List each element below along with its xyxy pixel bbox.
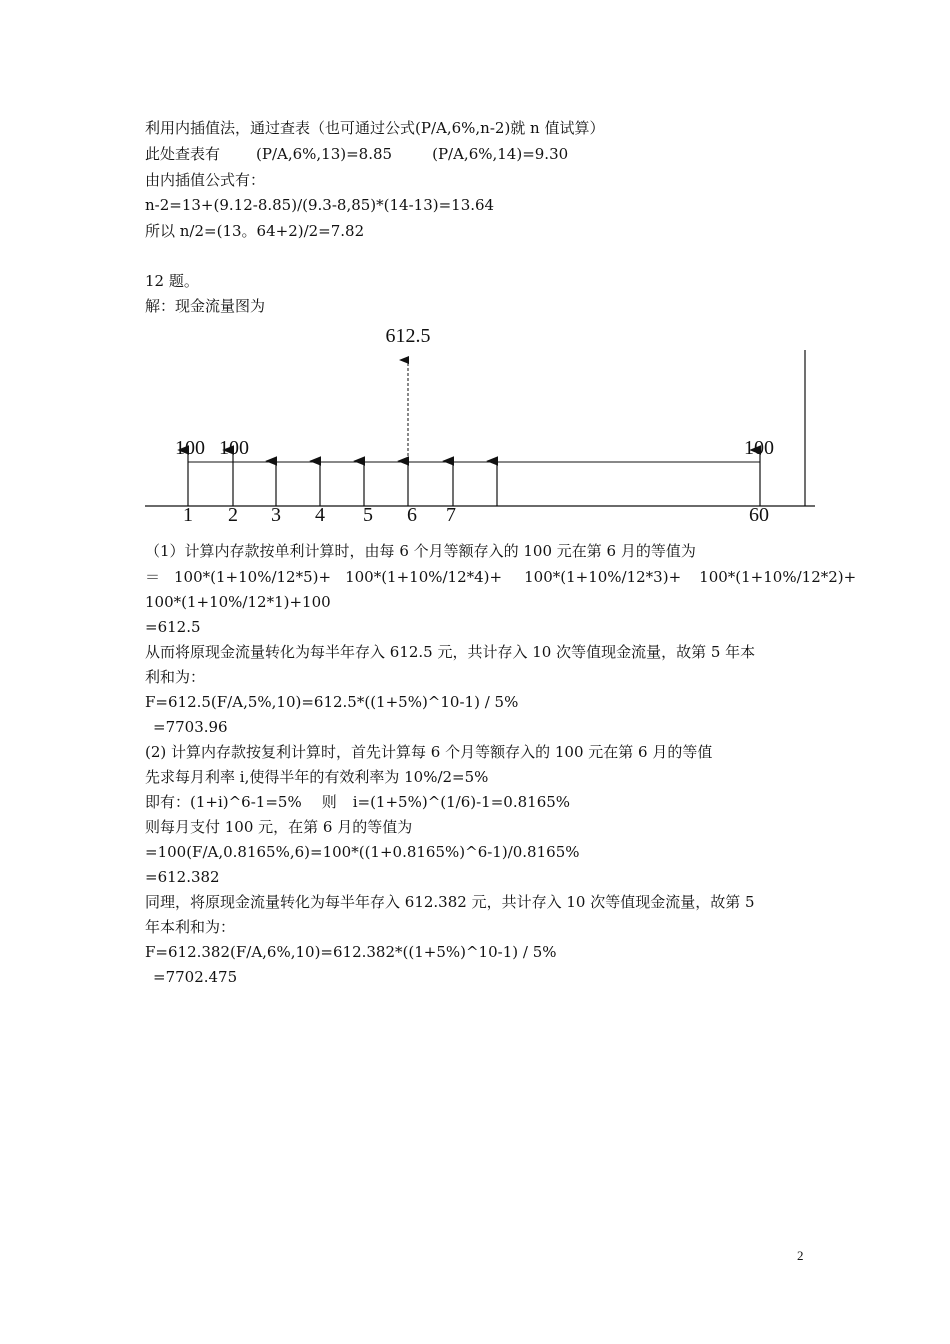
period-label: 60 [749, 504, 769, 526]
period-label: 1 [183, 504, 193, 526]
text-segment: i=(1+5%)^(1/6)-1=0.8165% [352, 793, 571, 811]
text-segment: 100*(1+10%/12*4)+ [345, 568, 503, 586]
amount-label: 100 [744, 437, 774, 459]
text-line: 利用内插值法，通过查表（也可通过公式(P/A,6%,n-2)就 n 值试算） [145, 119, 605, 137]
text-line: 同理，将原现金流量转化为每半年存入 612.382 元，共计存入 10 次等值现金流量，故第 5 [145, 893, 755, 911]
text-segment: ＝ [145, 568, 161, 586]
text-line: 由内插值公式有： [145, 171, 266, 189]
text-line: F=612.5(F/A,5%,10)=612.5*((1+5%)^10-1) / 5% [145, 693, 519, 711]
text-line: n-2=13+(9.12-8.85)/(9.3-8,85)*(14-13)=13.64 [145, 196, 495, 214]
text-line [145, 791, 570, 813]
text-segment: (P/A,6%,14)=9.30 [432, 145, 569, 163]
period-label: 4 [315, 504, 325, 526]
period-label: 3 [271, 504, 281, 526]
text-line: 利和为： [145, 668, 206, 686]
text-segment: 100*(1+10%/12*2)+ [699, 568, 857, 586]
text-line: 先求每月利率 i,使得半年的有效利率为 10%/2=5% [145, 768, 489, 786]
text-line [145, 566, 856, 588]
cash-flow-diagram [140, 318, 820, 530]
text-line: （1）计算内存款按单利计算时，由每 6 个月等额存入的 100 元在第 6 月的等值为 [145, 542, 696, 560]
text-segment: 此处查表有 [145, 145, 221, 163]
text-line: 解：现金流量图为 [145, 297, 266, 315]
equivalent-value-label: 612.5 [385, 325, 431, 347]
text-line [145, 143, 568, 165]
page-number: 2 [797, 1248, 804, 1263]
text-line: =7702.475 [153, 968, 238, 986]
text-line: =612.5 [145, 618, 201, 636]
text-line: =7703.96 [153, 718, 228, 736]
text-segment: 100*(1+10%/12*3)+ [524, 568, 682, 586]
period-label: 6 [407, 504, 417, 526]
text-segment: 即有：(1+i)^6-1=5% [145, 793, 302, 811]
text-line: 所以 n/2=(13。64+2)/2=7.82 [145, 222, 365, 240]
text-segment: 100*(1+10%/12*5)+ [174, 568, 332, 586]
text-line: 12 题。 [145, 272, 199, 290]
text-line: 年本利和为： [145, 918, 236, 936]
amount-label: 100 [219, 437, 249, 459]
text-line: F=612.382(F/A,6%,10)=612.382*((1+5%)^10-1) / 5% [145, 943, 557, 961]
period-label: 5 [363, 504, 373, 526]
text-segment: 则 [321, 793, 337, 811]
text-line: (2) 计算内存款按复利计算时，首先计算每 6 个月等额存入的 100 元在第 6 月的等值 [145, 743, 713, 761]
text-segment: (P/A,6%,13)=8.85 [256, 145, 393, 163]
text-line: 则每月支付 100 元，在第 6 月的等值为 [145, 818, 413, 836]
text-line: =612.382 [145, 868, 220, 886]
text-line: =100(F/A,0.8165%,6)=100*((1+0.8165%)^6-1)/0.8165% [145, 843, 580, 861]
text-line: 从而将原现金流量转化为每半年存入 612.5 元，共计存入 10 次等值现金流量，故第 5 年本 [145, 643, 756, 661]
period-label: 7 [446, 504, 456, 526]
text-line: 100*(1+10%/12*1)+100 [145, 593, 331, 611]
period-label: 2 [228, 504, 238, 526]
amount-label: 100 [175, 437, 205, 459]
